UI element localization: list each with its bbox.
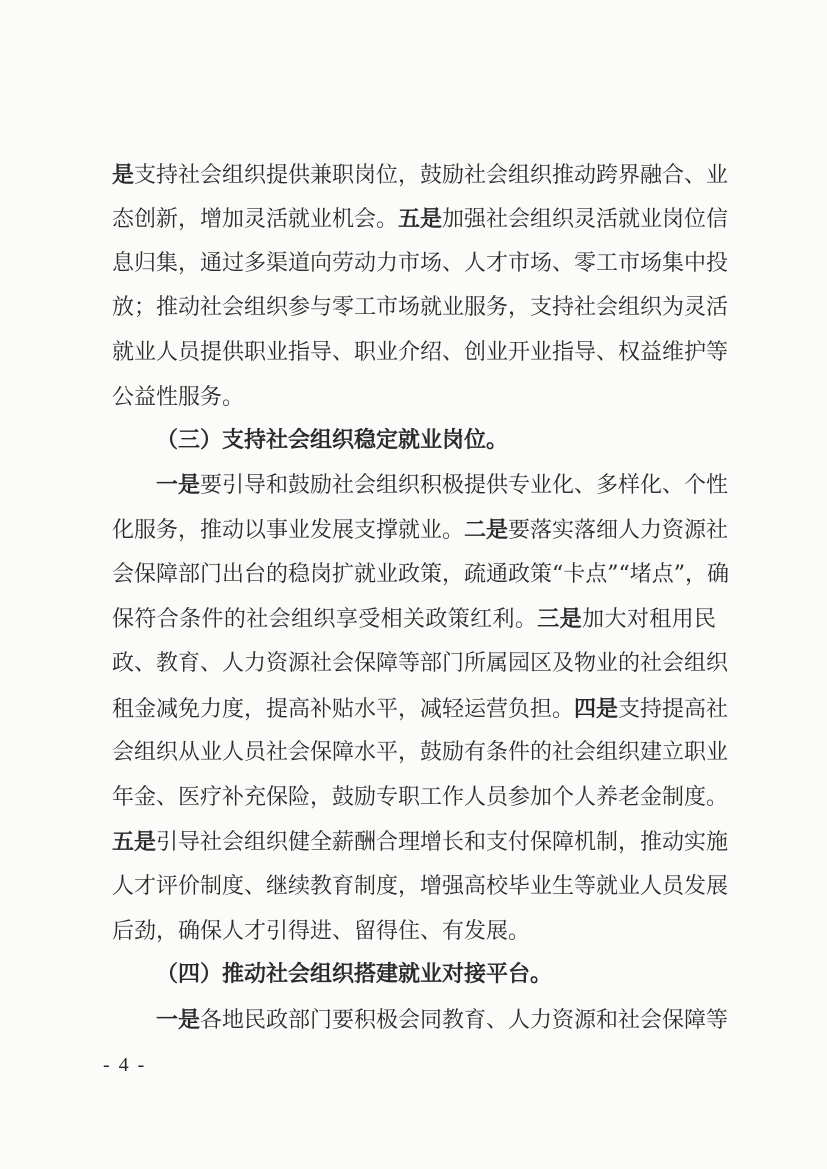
text-line xyxy=(112,738,729,768)
text-segment: 会保障部门出台的稳岗扩就业政策，疏通政策“卡点”“堵点”，确 xyxy=(112,562,729,587)
text-segment: 要落实落细人力资源社 xyxy=(508,518,729,543)
bold-keyword: 三是 xyxy=(537,606,583,632)
text-segment: 加强社会组织灵活就业岗位信 xyxy=(442,207,729,232)
text-line xyxy=(112,515,729,545)
text-segment: 后劲，确保人才引得进、留得住、有发展。 xyxy=(112,919,531,944)
text-line xyxy=(112,917,716,947)
text-segment: 就业人员提供职业指导、职业介绍、创业开业指导、权益维护等 xyxy=(112,340,729,365)
text-segment: 年金、医疗补充保险，鼓励专职工作人员参加个人养老金制度。 xyxy=(112,785,729,810)
text-line xyxy=(112,827,729,857)
text-segment: 公益性服务。 xyxy=(112,385,245,410)
text-line xyxy=(112,872,729,902)
text-line xyxy=(112,293,729,323)
bold-keyword: 是 xyxy=(112,162,135,188)
section-heading xyxy=(112,425,716,455)
text-segment: （三）支持社会组织稳定就业岗位。 xyxy=(156,427,509,453)
text-line xyxy=(112,604,716,634)
text-segment: 会组织从业人员社会保障水平，鼓励有条件的社会组织建立职业 xyxy=(112,740,729,765)
text-segment: 人才评价制度、继续教育制度，增强高校毕业生等就业人员发展 xyxy=(112,874,729,899)
text-segment: 各地民政部门要积极会同教育、人力资源和社会保障等 xyxy=(200,1008,729,1033)
text-line xyxy=(112,783,729,813)
bold-keyword: 五是 xyxy=(398,206,443,232)
bold-keyword: 一是 xyxy=(156,1007,201,1033)
section-heading xyxy=(112,959,716,989)
text-segment: 租金减免力度，提高补贴水平，减轻运营负担。 xyxy=(112,697,575,722)
bold-keyword: 二是 xyxy=(464,517,509,543)
text-segment: 政、教育、人力资源社会保障等部门所属园区及物业的社会组织 xyxy=(112,651,729,676)
page-number: - 4 - xyxy=(103,1054,147,1076)
text-segment: 息归集，通过多渠道向劳动力市场、人才市场、零工市场集中投 xyxy=(112,251,729,276)
text-segment: 支持社会组织提供兼职岗位，鼓励社会组织推动跨界融合、业 xyxy=(134,163,729,188)
text-line xyxy=(112,338,729,368)
text-line xyxy=(112,160,729,190)
text-line xyxy=(112,1005,729,1035)
bold-keyword: 四是 xyxy=(574,696,619,722)
text-segment: 要引导和鼓励社会组织积极提供专业化、多样化、个性 xyxy=(200,473,729,498)
text-line xyxy=(112,560,729,590)
text-line xyxy=(112,204,729,234)
bold-keyword: 五是 xyxy=(112,829,157,855)
text-segment: 支持提高社 xyxy=(618,697,729,722)
text-segment: 态创新，增加灵活就业机会。 xyxy=(112,207,399,232)
text-line xyxy=(112,249,729,279)
bold-keyword: 一是 xyxy=(156,472,201,498)
text-line xyxy=(112,383,716,413)
text-line xyxy=(112,694,729,724)
text-segment: 加大对租用民 xyxy=(582,607,716,632)
text-line xyxy=(112,470,729,500)
text-segment: 化服务，推动以事业发展支撑就业。 xyxy=(112,518,465,543)
text-segment: （四）推动社会组织搭建就业对接平台。 xyxy=(156,961,553,987)
text-line xyxy=(112,649,729,679)
text-segment: 引导社会组织健全薪酬合理增长和支付保障机制，推动实施 xyxy=(156,830,729,855)
text-segment: 放；推动社会组织参与零工市场就业服务，支持社会组织为灵活 xyxy=(112,295,729,320)
text-segment: 保符合条件的社会组织享受相关政策红利。 xyxy=(112,607,538,632)
